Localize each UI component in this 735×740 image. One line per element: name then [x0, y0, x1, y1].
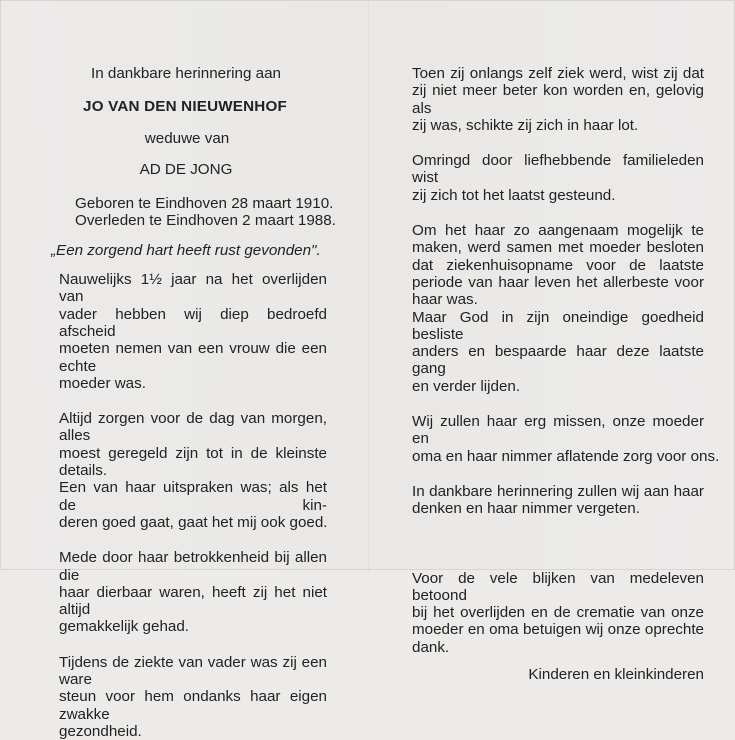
right-column — [412, 61, 720, 684]
text-line: denken en haar nimmer vergeten. — [412, 500, 640, 518]
text-line: Wij zullen haar erg missen, onze moeder en — [412, 413, 704, 448]
text-line: haar was. — [412, 291, 478, 309]
left-paragraph-3 — [59, 549, 327, 635]
text-line: Voor de vele blijken van medeleven betoond — [412, 569, 704, 604]
intro-text: In dankbare herinnering aan — [91, 65, 281, 82]
text-line: gemakkelijk gehad. — [59, 618, 190, 636]
text-line: Om het haar zo aangenaam mogelijk te — [412, 222, 704, 240]
right-paragraph-1 — [412, 65, 704, 134]
text-line: maken, werd samen met moeder besloten — [412, 239, 704, 257]
text-line: zij niet meer beter kon worden en, gelovig als — [412, 82, 704, 117]
text-line: oma en haar nimmer aflatende zorg voor ons. — [412, 447, 720, 465]
text-line: moeder was. — [59, 374, 146, 392]
relation-text: weduwe van — [144, 129, 230, 147]
text-line: In dankbare herinnering zullen wij aan haar — [412, 482, 704, 500]
spouse-name: AD DE JONG — [139, 160, 233, 178]
right-paragraph-3 — [412, 222, 704, 395]
right-paragraph-6 — [412, 570, 704, 656]
text-line: dank. — [412, 638, 450, 656]
text-line: moeder en oma betuigen wij onze oprechte — [412, 621, 704, 639]
text-line: Toen zij onlangs zelf ziek werd, wist zij dat — [412, 65, 704, 82]
text-line: bij het overlijden en de crematie van onze — [412, 604, 704, 622]
text-line: Omringd door liefhebbende familieleden wist — [412, 152, 704, 187]
left-paragraph-4 — [59, 654, 327, 740]
text-line: Nauwelijks 1½ jaar na het overlijden van — [59, 271, 327, 306]
text-line: moest geregeld zijn tot in de kleinste details. — [59, 444, 327, 480]
signature-text: Kinderen en kleinkinderen — [528, 666, 704, 684]
left-paragraph-2 — [59, 410, 327, 531]
name-block — [59, 98, 327, 115]
text-line: Maar God in zijn oneindige goedheid besliste — [412, 308, 704, 343]
quote-text: „Een zorgend hart heeft rust gevonden". — [51, 241, 321, 259]
text-line: periode van haar leven het allerbeste voor — [412, 273, 704, 291]
text-line: Tijdens de ziekte van vader was zij een ware — [59, 653, 327, 689]
death-line: Overleden te Eindhoven 2 maart 1988. — [75, 212, 336, 230]
signature-block — [412, 666, 704, 683]
text-line: Altijd zorgen voor de dag van morgen, alles — [59, 410, 327, 445]
intro-block — [59, 65, 327, 82]
text-line: anders en bespaarde haar deze laatste gang — [412, 343, 704, 378]
text-line: moeten nemen van een vrouw die een echte — [59, 340, 327, 375]
text-line: deren goed gaat, gaat het mij ook goed. — [59, 513, 328, 531]
text-line: haar dierbaar waren, heeft zij het niet altijd — [59, 583, 327, 619]
birth-line: Geboren te Eindhoven 28 maart 1910. — [75, 195, 334, 213]
left-paragraph-1 — [59, 271, 327, 392]
deceased-name: JO VAN DEN NIEUWENHOF — [83, 98, 287, 116]
text-line: zij was, schikte zij zich in haar lot. — [412, 116, 639, 134]
text-line: en verder lijden. — [412, 377, 521, 395]
text-line: Een van haar uitspraken was; als het de kin- — [59, 479, 327, 514]
text-line: vader hebben wij diep bedroefd afscheid — [59, 305, 327, 340]
spouse-block — [59, 161, 327, 178]
right-paragraph-5 — [412, 483, 704, 518]
text-line: gezondheid. — [59, 722, 142, 740]
text-line: dat ziekenhuisopname voor de laatste — [412, 256, 704, 274]
text-line: zij zich tot het laatst gesteund. — [412, 186, 616, 204]
left-column — [51, 61, 336, 740]
text-line: steun voor hem ondanks haar eigen zwakke — [59, 688, 327, 723]
right-paragraph-2 — [412, 152, 704, 204]
dates-block — [75, 195, 336, 230]
quote-block — [51, 241, 327, 259]
card-fold — [368, 1, 369, 571]
right-paragraph-4 — [412, 413, 720, 465]
text-line: Mede door haar betrokkenheid bij allen die — [59, 549, 327, 584]
relation-block — [59, 130, 327, 147]
